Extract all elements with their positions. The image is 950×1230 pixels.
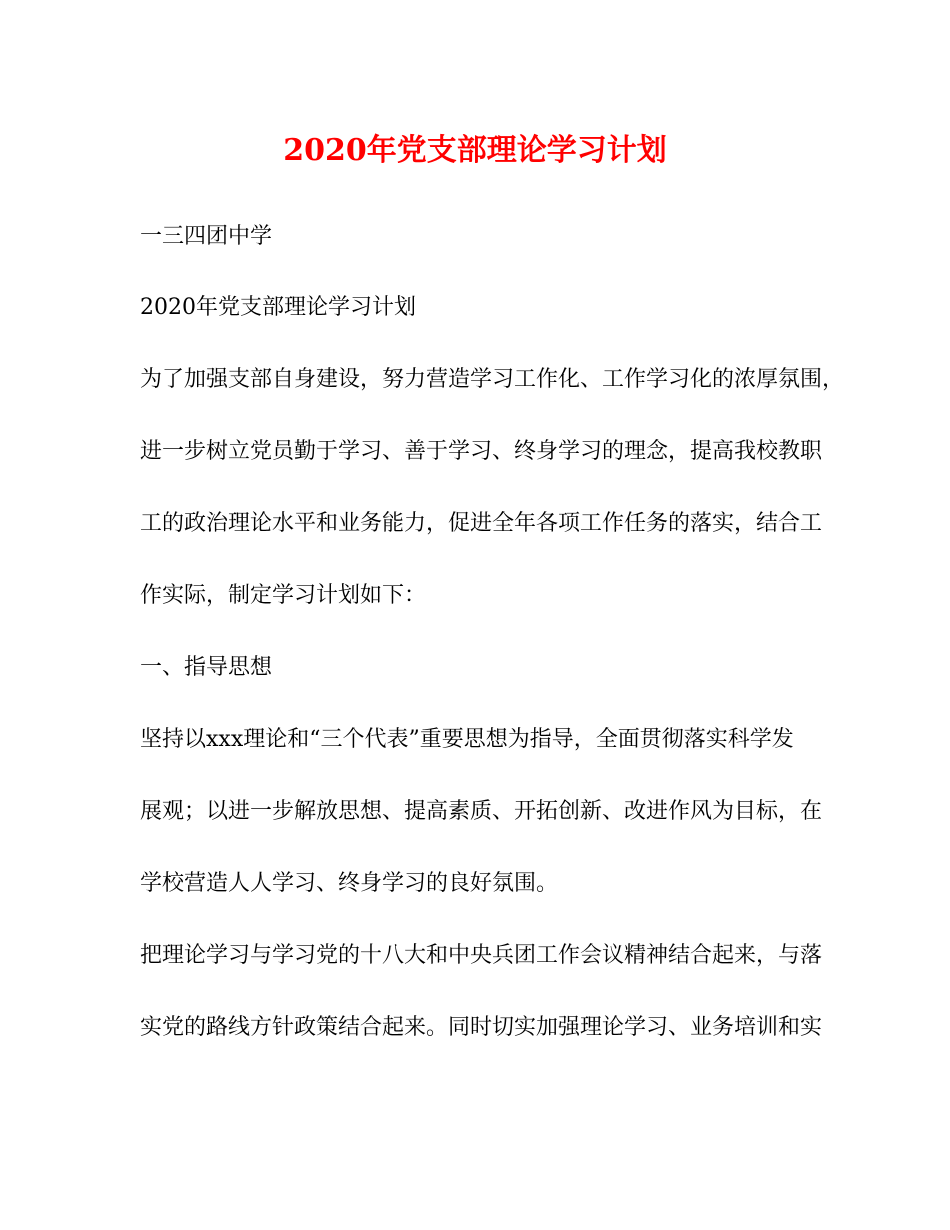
paragraph-line: 把理论学习与学习党的十八大和中央兵团工作会议精神结合起来，与落 — [140, 943, 823, 968]
paragraph-line: 进一步树立党员勤于学习、善于学习、终身学习的理念，提高我校教职 — [140, 439, 823, 464]
paragraph-line: 为了加强支部自身建设，努力营造学习工作化、工作学习化的浓厚氛围， — [140, 367, 845, 392]
paragraph-line: 工的政治理论水平和业务能力，促进全年各项工作任务的落实，结合工 — [140, 511, 823, 536]
document-title: 2020年党支部理论学习计划 — [283, 133, 667, 168]
subtitle-line: 2020年党支部理论学习计划 — [140, 295, 416, 320]
paragraph-line: 实党的路线方针政策结合起来。同时切实加强理论学习、业务培训和实 — [140, 1015, 823, 1040]
paragraph-line: 坚持以xxx理论和“三个代表”重要思想为指导，全面贯彻落实科学发 — [140, 727, 794, 752]
paragraph-line: 学校营造人人学习、终身学习的良好氛围。 — [140, 871, 559, 896]
paragraph-line: 展观；以进一步解放思想、提高素质、开拓创新、改进作风为目标，在 — [140, 799, 823, 824]
paragraph-line: 作实际，制定学习计划如下： — [140, 583, 427, 608]
school-name: 一三四团中学 — [140, 224, 273, 249]
section-heading: 一、指导思想 — [140, 655, 273, 680]
